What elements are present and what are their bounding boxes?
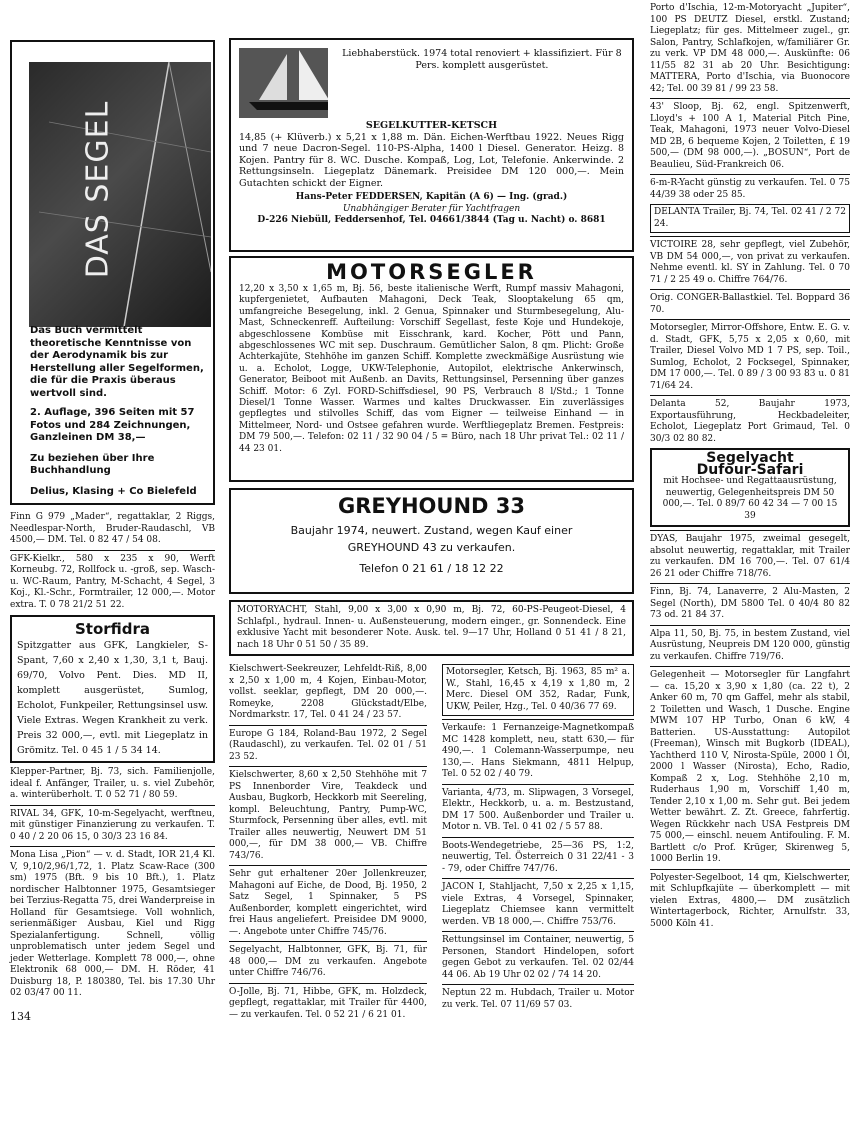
classified-ad: GFK-Kielkr., 580 x 235 x 90, Werft Korneubg. 72, Rollfock u. -groß, sep. Wasch- u. WC-Raum, Pantry, M-Schacht, 4 Segel, 3 Koj., Kl.-Schr., Formtrailer, 12 000,—. Motor extra. T. 0 78 21/2 51 22. bbox=[10, 553, 215, 610]
classified-ad: Europe G 184, Roland-Bau 1972, 2 Segel (Raudaschl), zu verkaufen. Tel. 02 01 / 51 23 52. bbox=[229, 728, 427, 762]
column-3 bbox=[229, 664, 427, 1021]
greyhound-title: GREYHOUND 33 bbox=[338, 494, 525, 518]
middle-column bbox=[229, 0, 634, 1021]
classified-ad: Sehr gut erhaltener 20er Jollenkreuzer, Mahagoni auf Eiche, de Dood, Bj. 1950, 2 Satz Segel, 1 Spinnaker, 5 PS Außenborder, komplett eingerichtet, wird frei Haus angeliefert. Preisidee DM 9000,—. Angebote unter Chiffre 745/76. bbox=[229, 869, 427, 937]
book-availability: Zu beziehen über Ihre Buchhandlung bbox=[30, 452, 155, 476]
dufour-body: mit Hochsee- und Regattaausrüstung, neuwertig, Gelegenheitspreis DM 50 000,—. Tel. 0 89/7 60 42 34 — 7 00 15 39 bbox=[662, 476, 838, 521]
column-1 bbox=[10, 0, 215, 1023]
greyhound-line2: GREYHOUND 43 zu verkaufen. bbox=[347, 541, 516, 554]
classified-ad: Delanta 52, Baujahr 1973, Exportausführung, Heckbadeleiter, Echolot, Liegeplatz Port Grimaud, Tel. 0 30/3 02 80 82. bbox=[650, 399, 850, 444]
classified-ad: O-Jolle, Bj. 71, Hibbe, GFK, m. Holzdeck, gepflegt, regattaklar, mit Trailer für 4400,— zu verkaufen. Tel. 0 52 21 / 6 21 01. bbox=[229, 986, 427, 1020]
book-edition: 2. Auflage, 396 Seiten mit 57 Fotos und 284 Zeichnungen, Ganzleinen DM 38,— bbox=[30, 407, 195, 443]
classified-ad: VICTOIRE 28, sehr gepflegt, viel Zubehör, VB DM 54 000,—, von privat zu verkaufen. Nehme eventl. kl. SY in Zahlung. Tel. 0 70 71 / 2 25 49 o. Chiffre 764/76. bbox=[650, 240, 850, 285]
greyhound-line1: Baujahr 1974, neuwert. Zustand, wegen Kauf einer bbox=[290, 524, 573, 537]
classified-ad: DYAS, Baujahr 1975, zweimal gesegelt, absolut neuwertig, regattaklar, mit Trailer zu verkaufen. DM 16 700,—. Tel. 07 61/4 26 21 oder Chiffre 718/76. bbox=[650, 534, 850, 579]
classified-ad: 6-m-R-Yacht günstig zu verkaufen. Tel. 0 75 44/39 38 oder 25 85. bbox=[650, 178, 850, 200]
classified-ad: Mona Lisa „Pion“ — v. d. Stadt, IOR 21,4 Kl. V, 9,10/2,96/1,72, 1. Platz Scaw-Race (300 sm) 1975 (Bft. 9 bis 10 Bft.), 1. Platz nordischer Halbtonner 1975, Gesamtsieger bei Terzius-Regatta 75, drei Wanderpreise in Holland für Gesamtsiege. Voll wohnlich, serienmäßiger Ausbau, Kiel und Rigg Spezialanfertigung. Schnell, völlig unproblematisch unter jedem Segel und jeder Wetterlage. Komplett 78 000,—, ohne Elektronik 68 000,— DM. H. Röder, 41 Duisburg 18, P. 180380, Tel. bis 17.30 Uhr 02 03/47 00 11. bbox=[10, 850, 215, 998]
column-5 bbox=[650, 0, 850, 930]
classified-ad: Finn, Bj. 74, Lanaverre, 2 Alu-Masten, 2 Segel (North), DM 5800 Tel. 0 40/4 80 82 73 od. 21 84 37. bbox=[650, 587, 850, 620]
motorsegler-ad bbox=[229, 256, 634, 482]
classified-ad: Kielschwerter, 8,60 x 2,50 Stehhöhe mit 7 PS Innenborder Vire, Teakdeck und Ausbau, Bugkorb, Heckkorb mit Seereling, kompl. Beleuchtung, Pantry, Pump-WC, Sturmfock, Persenning über alles, evtl. mit Trailer alles neuwertig, Neuwert DM 51 000,—, für DM 38 000,— VB. Chiffre 743/76. bbox=[229, 770, 427, 861]
ketsch-title: SEGELKUTTER-KETSCH bbox=[365, 120, 498, 131]
motorsegler-title: MOTORSEGLER bbox=[326, 260, 537, 284]
classified-ad: Klepper-Partner, Bj. 73, sich. Familienjolle, ideal f. Anfänger, Trailer, u. s. viel Zubehör, a. winterüberholt. T. 0 52 71 / 80 59. bbox=[10, 767, 215, 800]
classified-ad: Boots-Wendegetriebe, 25—36 PS, 1:2, neuwertig, Tel. Österreich 0 31 22/41 - 3 - 79, oder Chiffre 747/76. bbox=[442, 840, 634, 874]
classified-ad: Verkaufe: 1 Fernanzeige-Magnetkompaß MC 1428 komplett, neu, statt 630,— für 490,—. 1 Colemann-Wasserpumpe, neu 130,—. Hans Siekmann, 4811 Helpup, Tel. 0 52 02 / 40 79. bbox=[442, 723, 634, 779]
dufour-ad bbox=[650, 448, 850, 527]
classified-ad: Finn G 979 „Mader“, regattaklar, 2 Riggs, Needlespar-North, Bruder-Raudaschl, VB 4500,— DM. Tel. 0 82 47 / 54 08. bbox=[10, 512, 215, 545]
classified-ad: JACON I, Stahljacht, 7,50 x 2,25 x 1,15, viele Extras, 4 Vorsegel, Spinnaker, Liegeplatz Chiemsee kann vermittelt werden. VB 18 000,—. Chiffre 753/76. bbox=[442, 882, 634, 927]
classified-ad: RIVAL 34, GFK, 10-m-Segelyacht, werftneu, mit günstiger Finanzierung zu verkaufen. T. 0 40 / 2 20 06 15, 0 30/3 23 16 84. bbox=[10, 808, 215, 842]
classified-ad: Orig. CONGER-Ballastkiel. Tel. Boppard 36 70. bbox=[650, 293, 850, 315]
book-description: Das Buch vermittelt theoretische Kenntnisse von der Aerodynamik bis zur Herstellung aller Segelformen, die für die Praxis überaus wertvoll sind. bbox=[30, 325, 204, 399]
delanta-ad: DELANTA Trailer, Bj. 74, Tel. 02 41 / 2 72 24. bbox=[650, 204, 850, 233]
sail-illustration bbox=[29, 62, 211, 327]
classified-ad: Segelyacht, Halbtonner, GFK, Bj. 71, für 48 000,— DM zu verkaufen. Angebote unter Chiffre 746/76. bbox=[229, 945, 427, 978]
classified-ad: Alpa 11, 50, Bj. 75, in bestem Zustand, viel Ausrüstung, Neupreis DM 120 000, günstig zu verkaufen. Chiffre 719/76. bbox=[650, 628, 850, 662]
book-ad bbox=[10, 40, 215, 505]
book-publisher: Delius, Klasing + Co Bielefeld bbox=[30, 485, 197, 497]
column-4 bbox=[442, 664, 634, 1021]
classified-ad: Gelegenheit — Motorsegler für Langfahrt — ca. 15,20 x 3,90 x 1,80 (ca. 22 t), 2 Anker 60 m, 70 qm Gaffel, mehr als stabil, 2 Toiletten und Wasch, 1 Dusche. Engine MWM 107 HP Turbo, Onan 6 kW, 4 Batterien. US-Ausstattung: Autopilot (Freeman), Winsch mit Bugkorb (IDEAL), Yachtherd 110 V, Nirosta-Spüle, 2000 l Öl, 2000 l Wasser (Nirosta), Echo, Radio, Kompaß 2 x, Log. Stehhöhe 2,10 m, Ruderhaus 1,90 m, Vorschiff 1,40 m, Tender 2,10 x 1,00 m. Sehr gut. Bei jedem Wetter bewährt. Z. Zt. Greece, fahrfertig. Wegen Rückkehr nach USA Festpreis DM 75 000,— einschl. neuem Antifouling. F. M. Bartlett c/o Prof. Krüger, Skirenweg 5, 1000 Berlin 19. bbox=[650, 670, 850, 864]
greyhound-ad bbox=[229, 488, 634, 594]
classified-ad: Motorsegler, Mirror-Offshore, Entw. E. G. v. d. Stadt, GFK, 5,75 x 2,05 x 0,60, mit Trailer, Diesel Volvo MD 1 7 PS, sep. Toil., Sumlog, Echolot, 2 Focksegel, Spinnaker, DM 17 000,—. Tel. 0 89 / 3 00 93 83 u. 0 81 71/64 24. bbox=[650, 323, 850, 391]
book-cover-image bbox=[29, 62, 211, 327]
ketch-boat-image bbox=[239, 48, 328, 118]
storfidra-body: Spitzgatter aus GFK, Langkieler, S-Spant, 7,60 x 2,40 x 1,30, 3,1 t, Bauj. 69/70, Volvo Pent. Dies. MD II, komplett ausgerüstet, Sumlog, Echolot, Funkpeiler, Rettungsinsel usw. Viele Extras. Wegen Krankheit zu verk. Preis 32 000,—, evtl. mit Liegeplatz in Grömitz. Tel. 0 45 1 / 5 34 14. bbox=[17, 640, 208, 756]
ketsch-ad bbox=[229, 38, 634, 252]
motorsegler-body: 12,20 x 3,50 x 1,65 m, Bj. 56, beste italienische Werft, Rumpf massiv Mahagoni, kupfergenietet, Aufbauten Mahagoni, Deck Teak, Slooptakelung 65 qm, umfangreiche Besegelung, inkl. 2 Genua, Spinnaker und Sturmbesegelung, Alu-Mast, Schneckenreff. Aufteilung: Vorschiff Segellast, feste Koje und Hundekoje, abgeschlossene Kombüse mit Eisschrank, kard. Kocher, Pött und Pann, abgeschlossenes WC mit sep. Duschraum. Gemütlicher Salon, 8 qm. Plicht: Große Achterkajüte, Stehhöhe im ganzen Schiff. Komplette zweckmäßige Ausrüstung wie u. a. Echolot, Logge, UKW-Telephonie, Autopilot, elektrische Ankerwinsch, Generator, Beiboot mit Außenb. an Davits, Rettungsinsel, Persenning über ganzes Schiff. Motor: 6 Zyl. FORD-Schiffsdiesel, 90 PS, Verbrauch 8 l/Std.; 1 Tonne Diesel/1 Tonne Wasser. Warmes und kaltes Druckwasser. Ein zuverlässiges gepflegtes und stilvolles Schiff, das vom Eigner — teilweise Einhand — in Mittelmeer, Nord- und Ostsee gefahren wurde. Werftliegeplatz Bremen. Festpreis: DM 79 500,—. Telefon: 02 11 / 32 90 04 / 5 = Büro, nach 18 Uhr privat Tel.: 02 11 / 44 23 01. bbox=[239, 284, 624, 454]
classified-ad: 43' Sloop, Bj. 62, engl. Spitzenwerft, Lloyd's + 100 A 1, Material Pitch Pine, Teak, Mahagoni, 1973 neuer Volvo-Diesel MD 2B, 6 bequeme Kojen, 2 Toiletten, £ 19 500,— (DM 98 000,—). „BOSUN“, Port de Beaulieu, Süd-Frankreich 06. bbox=[650, 102, 850, 170]
classified-ad: Neptun 22 m. Hubdach, Trailer u. Motor zu verk. Tel. 07 11/69 57 03. bbox=[442, 988, 634, 1010]
classified-ad: Kielschwert-Seekreuzer, Lehfeldt-Riß, 8,00 x 2,50 x 1,00 m, 4 Kojen, Einbau-Motor, vollst. seeklar, gepflegt, DM 20 000,—. Romeyke, 2208 Glückstadt/Elbe, Nordmarkstr. 17, Tel. 0 41 24 / 23 57. bbox=[229, 664, 427, 720]
classified-ad: Polyester-Segelboot, 14 qm, Kielschwerter, mit Schlupfkajüte — überkomplett — mit vielen Extras, 4800,— DM zusätzlich Wintertagerbock, Richter, Arnulfstr. 33, 5000 Köln 41. bbox=[650, 872, 850, 929]
ketsch-intro: Liebhaberstück. 1974 total renoviert + klassifiziert. Für 8 Pers. komplett ausgerüstet. bbox=[342, 48, 622, 71]
ketsch-body: 14,85 (+ Klüverb.) x 5,21 x 1,88 m. Dän. Eichen-Werftbau 1922. Neues Rigg und 7 neue Dacron-Segel. 110-PS-Alpha, 1400 l Diesel. Generator. Heizg. 8 Kojen. Pantry für 8. WC. Dusche. Kompaß, Log, Lot, Telefonie. Ankerwinde. 2 Rettungsinseln. Liegeplatz Dänemark. Preisidee DM 120 000,—. Mein Gutachten schickt der Eigner. bbox=[239, 131, 624, 189]
classified-ad: Varianta, 4/73, m. Slipwagen, 3 Vorsegel, Elektr., Heckkorb, u. a. m. Bestzustand, DM 17 500. Außenborder und Trailer u. Motor n. VB. Tel. 0 41 02 / 5 57 88. bbox=[442, 787, 634, 832]
greyhound-phone: Telefon 0 21 61 / 18 12 22 bbox=[359, 562, 504, 575]
ketsch-contact: Hans-Peter FEDDERSEN, Kapitän (A 6) — Ing. (grad.) bbox=[295, 192, 568, 202]
classified-ad: Motorsegler, Ketsch, Bj. 1963, 85 m² a. W., Stahl, 16,45 x 4,19 x 1,80 m, 2 Merc. Diesel OM 352, Radar, Funk, UKW, Peiler, Hzg., Tel. 0 40/36 77 69. bbox=[442, 664, 634, 716]
ketsch-role: Unabhängiger Berater für Yachtfragen bbox=[342, 203, 521, 214]
storfidra-title: Storfidra bbox=[74, 620, 151, 638]
motoryacht-ad: MOTORYACHT, Stahl, 9,00 x 3,00 x 0,90 m, Bj. 72, 60-PS-Peugeot-Diesel, 4 Schlafpl., hydraul. Innen- u. Außensteuerung, modern einger., gr. Sonnendeck. Eine exklusive Yacht mit besonderer Note. Ausk. tel. 9—17 Uhr, Holland 0 51 41 / 8 21, nach 18 Uhr 0 51 50 / 35 89. bbox=[229, 600, 634, 656]
classified-ad: Rettungsinsel im Container, neuwertig, 5 Personen, Standort Hindelopen, sofort gegen Gebot zu verkaufen. Tel. 02 02/44 44 06. Ab 19 Uhr 02 02 / 74 14 20. bbox=[442, 935, 634, 980]
page-number: 134 bbox=[10, 1009, 31, 1023]
book-cover-title: DAS SEGEL bbox=[80, 100, 116, 279]
dufour-title-1: Segelyacht bbox=[706, 450, 794, 466]
storfidra-ad bbox=[10, 615, 215, 763]
classified-ad: Porto d'Ischia, 12-m-Motoryacht „Jupiter“, 100 PS DEUTZ Diesel, erstkl. Zustand; Liegeplatz; für ges. Mittelmeer zugel., gr. Salon, Pantry, Schlafkojen, w/familiärer Gr. zu verk. VP DM 48 000,—. Auskünfte: 06 11/55 82 31 ab 20 Uhr. Besichtigung: MATTERA, Porto d'Ischia, via Buonocore 42; Tel. 00 39 81 / 99 23 58. bbox=[650, 3, 850, 94]
ketsch-address: D-226 Niebüll, Feddersenhof, Tel. 04661/3844 (Tag u. Nacht) o. 8681 bbox=[257, 215, 606, 225]
dufour-title-2: Dufour-Safari bbox=[696, 461, 804, 478]
